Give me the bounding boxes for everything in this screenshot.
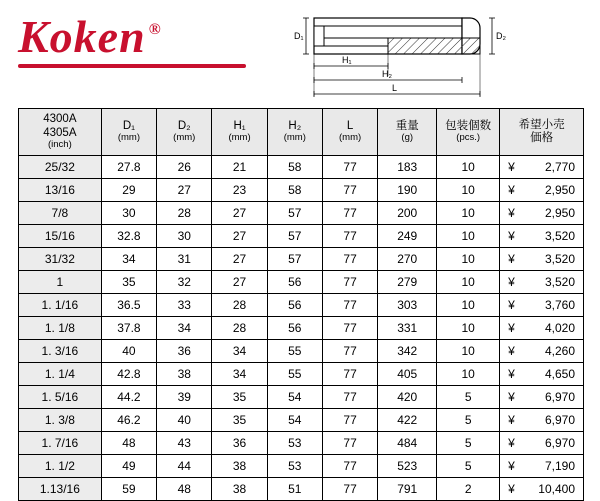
cell-price bbox=[500, 179, 584, 202]
cell-price bbox=[500, 294, 584, 317]
price-amount: 7,190 bbox=[544, 459, 575, 473]
cell-l: 77 bbox=[322, 294, 377, 317]
cell-d1: 34 bbox=[101, 248, 156, 271]
cell-d1: 44.2 bbox=[101, 386, 156, 409]
cell-pack: 10 bbox=[437, 156, 500, 179]
cell-size: 1. 1/4 bbox=[19, 363, 102, 386]
cell-price bbox=[500, 271, 584, 294]
cell-d2: 36 bbox=[157, 340, 212, 363]
cell-price bbox=[500, 432, 584, 455]
cell-size: 31/32 bbox=[19, 248, 102, 271]
cell-d1: 42.8 bbox=[101, 363, 156, 386]
cell-d1: 37.8 bbox=[101, 317, 156, 340]
socket-diagram bbox=[292, 4, 592, 104]
cell-d2: 34 bbox=[157, 317, 212, 340]
cell-h1: 34 bbox=[212, 363, 267, 386]
cell-h2: 58 bbox=[267, 156, 322, 179]
header-pack-label: 包装個数 bbox=[445, 119, 492, 132]
cell-pack: 10 bbox=[437, 225, 500, 248]
price-currency: ¥ bbox=[508, 344, 515, 358]
cell-d1: 40 bbox=[101, 340, 156, 363]
price-currency: ¥ bbox=[508, 229, 515, 243]
diagram-label-h1: H₁ bbox=[342, 55, 352, 65]
cell-h1: 38 bbox=[212, 478, 267, 501]
cell-price bbox=[500, 156, 584, 179]
cell-h1: 21 bbox=[212, 156, 267, 179]
cell-d2: 26 bbox=[157, 156, 212, 179]
cell-size: 7/8 bbox=[19, 202, 102, 225]
price-amount: 2,770 bbox=[544, 160, 575, 174]
cell-weight: 279 bbox=[378, 271, 437, 294]
cell-h2: 58 bbox=[267, 179, 322, 202]
cell-pack: 10 bbox=[437, 248, 500, 271]
cell-d2: 43 bbox=[157, 432, 212, 455]
cell-h1: 27 bbox=[212, 202, 267, 225]
cell-size: 13/16 bbox=[19, 179, 102, 202]
cell-h1: 34 bbox=[212, 340, 267, 363]
cell-weight: 303 bbox=[378, 294, 437, 317]
diagram-label-l: L bbox=[392, 83, 398, 93]
price-currency: ¥ bbox=[508, 367, 515, 381]
cell-size: 1 bbox=[19, 271, 102, 294]
header-d2-unit: (mm) bbox=[173, 132, 196, 144]
cell-pack: 10 bbox=[437, 179, 500, 202]
header-l-label: L bbox=[346, 119, 354, 132]
cell-h2: 51 bbox=[267, 478, 322, 501]
cell-l: 77 bbox=[322, 455, 377, 478]
price-amount: 2,950 bbox=[544, 206, 575, 220]
table-row bbox=[19, 363, 584, 386]
brand-name bbox=[18, 11, 162, 62]
cell-h1: 28 bbox=[212, 317, 267, 340]
cell-l: 77 bbox=[322, 317, 377, 340]
cell-d2: 32 bbox=[157, 271, 212, 294]
cell-h1: 35 bbox=[212, 386, 267, 409]
socket-diagram-svg bbox=[292, 4, 592, 104]
price-amount: 10,400 bbox=[538, 482, 575, 496]
header-price-line2: 価格 bbox=[530, 132, 554, 144]
cell-size: 1. 1/16 bbox=[19, 294, 102, 317]
cell-h1: 36 bbox=[212, 432, 267, 455]
cell-h1: 28 bbox=[212, 294, 267, 317]
cell-size: 1.13/16 bbox=[19, 478, 102, 501]
header-h1-label: H₁ bbox=[233, 119, 246, 132]
cell-weight: 422 bbox=[378, 409, 437, 432]
cell-d1: 35 bbox=[101, 271, 156, 294]
cell-weight: 200 bbox=[378, 202, 437, 225]
cell-pack: 5 bbox=[437, 432, 500, 455]
cell-d1: 36.5 bbox=[101, 294, 156, 317]
cell-price bbox=[500, 225, 584, 248]
price-currency: ¥ bbox=[508, 275, 515, 289]
cell-weight: 331 bbox=[378, 317, 437, 340]
table-row bbox=[19, 179, 584, 202]
cell-d1: 29 bbox=[101, 179, 156, 202]
cell-d2: 30 bbox=[157, 225, 212, 248]
header-d2-label: D₂ bbox=[177, 119, 191, 132]
header-weight bbox=[378, 109, 437, 156]
cell-h1: 27 bbox=[212, 225, 267, 248]
cell-weight: 183 bbox=[378, 156, 437, 179]
table-row bbox=[19, 409, 584, 432]
cell-d2: 48 bbox=[157, 478, 212, 501]
cell-l: 77 bbox=[322, 478, 377, 501]
cell-d2: 38 bbox=[157, 363, 212, 386]
cell-pack: 5 bbox=[437, 455, 500, 478]
header-h2-unit: (mm) bbox=[283, 132, 306, 144]
price-currency: ¥ bbox=[508, 321, 515, 335]
header-price bbox=[500, 109, 584, 156]
header-model-line2: 4305A bbox=[43, 126, 77, 139]
table-row bbox=[19, 225, 584, 248]
header-pack bbox=[437, 109, 500, 156]
price-amount: 4,650 bbox=[544, 367, 575, 381]
spec-table bbox=[18, 108, 584, 501]
cell-price bbox=[500, 202, 584, 225]
header-l-unit: (mm) bbox=[339, 132, 362, 144]
cell-h2: 53 bbox=[267, 432, 322, 455]
cell-h1: 23 bbox=[212, 179, 267, 202]
price-currency: ¥ bbox=[508, 390, 515, 404]
cell-d2: 28 bbox=[157, 202, 212, 225]
cell-l: 77 bbox=[322, 386, 377, 409]
cell-price bbox=[500, 386, 584, 409]
spec-table-body bbox=[19, 156, 584, 501]
header-d1-label: D₁ bbox=[122, 119, 136, 132]
cell-l: 77 bbox=[322, 248, 377, 271]
cell-h2: 57 bbox=[267, 248, 322, 271]
cell-h1: 27 bbox=[212, 248, 267, 271]
cell-size: 1. 7/16 bbox=[19, 432, 102, 455]
cell-weight: 523 bbox=[378, 455, 437, 478]
cell-price bbox=[500, 455, 584, 478]
cell-pack: 5 bbox=[437, 386, 500, 409]
cell-h1: 35 bbox=[212, 409, 267, 432]
cell-d1: 46.2 bbox=[101, 409, 156, 432]
cell-weight: 190 bbox=[378, 179, 437, 202]
price-currency: ¥ bbox=[508, 206, 515, 220]
registered-mark: ® bbox=[148, 21, 162, 38]
header-d1 bbox=[101, 109, 156, 156]
cell-price bbox=[500, 363, 584, 386]
cell-d1: 48 bbox=[101, 432, 156, 455]
cell-price bbox=[500, 409, 584, 432]
cell-price bbox=[500, 478, 584, 501]
table-row bbox=[19, 317, 584, 340]
header-h2 bbox=[267, 109, 322, 156]
table-row bbox=[19, 271, 584, 294]
cell-pack: 10 bbox=[437, 317, 500, 340]
cell-pack: 5 bbox=[437, 409, 500, 432]
price-amount: 6,970 bbox=[544, 436, 575, 450]
cell-size: 1. 1/2 bbox=[19, 455, 102, 478]
header-h1-unit: (mm) bbox=[228, 132, 251, 144]
header-d1-unit: (mm) bbox=[117, 132, 141, 144]
brand-logo bbox=[18, 11, 278, 94]
table-row bbox=[19, 432, 584, 455]
table-header-row bbox=[19, 109, 584, 156]
cell-l: 77 bbox=[322, 156, 377, 179]
cell-d2: 31 bbox=[157, 248, 212, 271]
cell-pack: 10 bbox=[437, 363, 500, 386]
price-currency: ¥ bbox=[508, 252, 515, 266]
cell-l: 77 bbox=[322, 340, 377, 363]
cell-size: 1. 1/8 bbox=[19, 317, 102, 340]
cell-weight: 405 bbox=[378, 363, 437, 386]
price-currency: ¥ bbox=[508, 482, 515, 496]
cell-d1: 49 bbox=[101, 455, 156, 478]
cell-l: 77 bbox=[322, 409, 377, 432]
price-currency: ¥ bbox=[508, 298, 515, 312]
header-weight-unit: (g) bbox=[401, 132, 414, 144]
price-currency: ¥ bbox=[508, 459, 515, 473]
cell-d2: 40 bbox=[157, 409, 212, 432]
cell-pack: 2 bbox=[437, 478, 500, 501]
price-currency: ¥ bbox=[508, 413, 515, 427]
cell-d1: 27.8 bbox=[101, 156, 156, 179]
table-row bbox=[19, 202, 584, 225]
cell-l: 77 bbox=[322, 271, 377, 294]
cell-l: 77 bbox=[322, 179, 377, 202]
price-amount: 4,020 bbox=[544, 321, 575, 335]
cell-l: 77 bbox=[322, 225, 377, 248]
cell-h2: 56 bbox=[267, 294, 322, 317]
cell-size: 1. 3/8 bbox=[19, 409, 102, 432]
table-row bbox=[19, 478, 584, 501]
cell-weight: 249 bbox=[378, 225, 437, 248]
cell-l: 77 bbox=[322, 363, 377, 386]
header-l bbox=[322, 109, 377, 156]
price-amount: 2,950 bbox=[544, 183, 575, 197]
price-currency: ¥ bbox=[508, 436, 515, 450]
diagram-label-d2: D₂ bbox=[496, 31, 506, 41]
table-row bbox=[19, 156, 584, 179]
cell-h1: 27 bbox=[212, 271, 267, 294]
cell-d2: 33 bbox=[157, 294, 212, 317]
cell-h2: 57 bbox=[267, 225, 322, 248]
table-row bbox=[19, 386, 584, 409]
diagram-label-d1: D₁ bbox=[294, 31, 304, 41]
cell-weight: 791 bbox=[378, 478, 437, 501]
cell-size: 25/32 bbox=[19, 156, 102, 179]
header-d2 bbox=[157, 109, 212, 156]
cell-h2: 57 bbox=[267, 202, 322, 225]
cell-d2: 27 bbox=[157, 179, 212, 202]
price-amount: 6,970 bbox=[544, 390, 575, 404]
cell-h2: 55 bbox=[267, 363, 322, 386]
price-amount: 3,520 bbox=[544, 252, 575, 266]
cell-size: 1. 5/16 bbox=[19, 386, 102, 409]
cell-h2: 54 bbox=[267, 386, 322, 409]
table-row bbox=[19, 455, 584, 478]
cell-pack: 10 bbox=[437, 294, 500, 317]
cell-weight: 270 bbox=[378, 248, 437, 271]
cell-price bbox=[500, 340, 584, 363]
price-amount: 4,260 bbox=[544, 344, 575, 358]
cell-d1: 32.8 bbox=[101, 225, 156, 248]
cell-h2: 56 bbox=[267, 317, 322, 340]
cell-d1: 30 bbox=[101, 202, 156, 225]
cell-pack: 10 bbox=[437, 202, 500, 225]
cell-size: 1. 3/16 bbox=[19, 340, 102, 363]
price-amount: 6,970 bbox=[544, 413, 575, 427]
cell-h1: 38 bbox=[212, 455, 267, 478]
header-model-unit: (inch) bbox=[48, 138, 72, 150]
spec-table-head bbox=[19, 109, 584, 156]
cell-h2: 54 bbox=[267, 409, 322, 432]
cell-l: 77 bbox=[322, 432, 377, 455]
cell-pack: 10 bbox=[437, 271, 500, 294]
cell-size: 15/16 bbox=[19, 225, 102, 248]
cell-h2: 53 bbox=[267, 455, 322, 478]
header-pack-unit: (pcs.) bbox=[456, 132, 481, 144]
cell-h2: 56 bbox=[267, 271, 322, 294]
header-h2-label: H₂ bbox=[288, 119, 302, 132]
price-amount: 3,520 bbox=[544, 275, 575, 289]
cell-price bbox=[500, 317, 584, 340]
header-h1 bbox=[212, 109, 267, 156]
price-currency: ¥ bbox=[508, 183, 515, 197]
brand-name-text: Koken bbox=[18, 11, 146, 62]
cell-h2: 55 bbox=[267, 340, 322, 363]
diagram-label-h2: H₂ bbox=[382, 69, 392, 79]
header-weight-label: 重量 bbox=[395, 119, 419, 132]
cell-d2: 44 bbox=[157, 455, 212, 478]
cell-l: 77 bbox=[322, 202, 377, 225]
header-model bbox=[19, 109, 102, 156]
cell-weight: 484 bbox=[378, 432, 437, 455]
table-row bbox=[19, 340, 584, 363]
cell-weight: 342 bbox=[378, 340, 437, 363]
price-currency: ¥ bbox=[508, 160, 515, 174]
cell-price bbox=[500, 248, 584, 271]
table-row bbox=[19, 248, 584, 271]
header-model-line1: 4300A bbox=[43, 113, 77, 126]
cell-weight: 420 bbox=[378, 386, 437, 409]
cell-d1: 59 bbox=[101, 478, 156, 501]
header-price-line1: 希望小売 bbox=[518, 118, 565, 131]
cell-pack: 10 bbox=[437, 340, 500, 363]
price-amount: 3,760 bbox=[544, 298, 575, 312]
cell-d2: 39 bbox=[157, 386, 212, 409]
price-amount: 3,520 bbox=[544, 229, 575, 243]
logo-underline bbox=[18, 64, 246, 68]
table-row bbox=[19, 294, 584, 317]
